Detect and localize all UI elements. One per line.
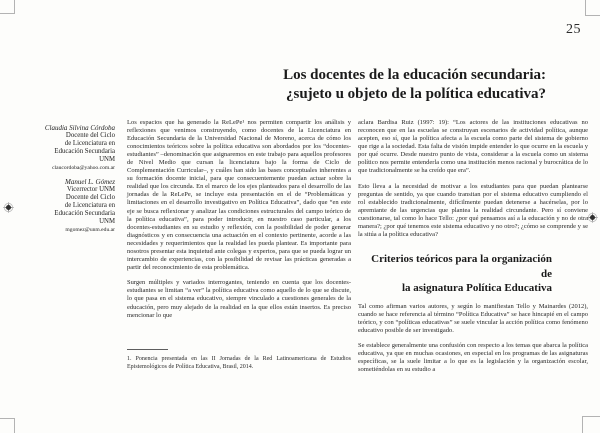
crop-mark-icon xyxy=(585,0,600,16)
author-email: claucordoba@yahoo.com.ar xyxy=(52,165,115,171)
author-role-line: de Licenciatura en xyxy=(64,140,115,147)
author-role-line: Educación Secundaria xyxy=(54,148,115,155)
registration-mark-icon xyxy=(3,202,14,213)
author-role-line: de Licenciatura en xyxy=(64,202,115,209)
crop-mark-icon xyxy=(582,416,600,433)
section-heading-line2: la asignatura Política Educativa xyxy=(401,282,552,295)
body-paragraph: Los espacios que ha generado la ReLePe¹ nos permiten compartir los análisis y reflexiones que venimos construyendo, como docentes de la Licenciatura en Educación Secundaria de la Universidad Nacional de Moreno, acerca de cómo los conocimientos teóricos sobre la política educativa son abordados por los “docentes-estudiantes” –denominación que asignaremos en este trabajo para aquellos profesores de Nivel Medio que cursan la licenciatura bajo la forma de Ciclo de Complementación Curricular–, y cuáles han sido las bases conceptuales inherentes a su formación docente inicial, para que consecuentemente puedan actuar sobre la realidad que los circunda. En el marco de los ejes planteados para el desarrollo de las jornadas de la ReLePe, se incluye esta presentación en el de “Problemáticas y limitaciones en el desarrollo investigativo en Política Educativa”, dado que “en este eje se busca reflexionar y analizar las condiciones estructurales del campo teórico de la política educativa”, para poder introducir, en nuestro caso particular, a los docentes-estudiantes en su estudio y reflexión, con la posibilidad de poder generar diagnósticos y en consecuencia una actuación en el contexto pertinente, acorde a las necesidades y requerimientos que la realidad les pueda plantear. Es importante para nosotros presentar esta inquietud ante colegas y expertos, para que se pueda lograr un intercambio de experiencias, con la posibilidad de revisar las prácticas generadas a partir del reconocimiento de esta problemática. xyxy=(127,119,351,271)
footnote-text: 1. Ponencia presentada en las II Jornadas de la Red Latinoamericana de Estudios Epistemológicos de Política Educativa, Brasil, 2014. xyxy=(127,356,351,370)
author-role-line: Docente del Ciclo xyxy=(65,194,115,201)
article-title-line2: ¿sujeto u objeto de la política educativa? xyxy=(286,86,546,102)
page-number: 25 xyxy=(566,22,581,37)
author-role-line: UNM xyxy=(99,218,115,225)
section-heading xyxy=(358,252,552,296)
left-column xyxy=(127,119,351,327)
author-role-line: Docente del Ciclo xyxy=(65,132,115,139)
article-title xyxy=(283,66,546,104)
author-name: Claudia Silvina Córdoba xyxy=(44,124,115,132)
body-paragraph: aclara Bardisa Ruiz (1997: 19): “Los actores de las instituciones educativas no reconocen que en las escuelas se construyan escenarios de actividad política, aunque acepten, eso sí, que la política afecta a la escuela como parte del sistema de gobierno que rige a la sociedad. Esta falta de visión impide entender lo que ocurre en la escuela y por qué ocurre. Desde nuestro punto de vista, considerar a la escuela como un sistema político nos permite entenderla como una institución menos racional y burocrática de lo que tradicionalmente se ha creído que era”. xyxy=(358,119,588,175)
footnote xyxy=(127,349,351,371)
body-paragraph: Esto lleva a la necesidad de motivar a los estudiantes para que puedan plantearse preguntas de sentido, ya que cuando transitan por el sistema educativo cumpliendo el rol establecido tradicionalmente, difícilmente puedan detenerse a hacérselas, por lo apremiante de las urgencias que plantea la realidad circundante. Pero sí conviene cuestionarse, tal como lo hace Tello: ¿por qué pensamos así a la educación y no de otra manera?; ¿por qué tenemos este sistema educativo y no otro?; ¿cómo se comprende y se la sitúa a la política educativa? xyxy=(358,182,588,239)
author-2 xyxy=(25,178,115,234)
author-name: Manuel L. Gómez xyxy=(65,178,115,186)
author-role-line: Educación Secundaria xyxy=(54,210,115,217)
author-role-line: UNM xyxy=(99,156,115,163)
registration-mark-icon xyxy=(587,212,598,223)
body-paragraph: Tal como afirman varios autores, y según lo manifiestan Tello y Mainardes (2012), cuando se hace referencia al término “Política Educativa” se hace hincapié en el campo teórico, y con “políticas educativas” se suele vincular la acción política como fenómeno educativo posible de ser investigado. xyxy=(358,302,588,334)
author-email: mgomez@unm.edu.ar xyxy=(65,227,115,233)
author-1 xyxy=(25,124,115,172)
crop-mark-icon xyxy=(0,0,15,14)
body-paragraph: Surgen múltiples y variados interrogantes, teniendo en cuenta que los docentes-estudiantes se limitan “a ver” la política educativa como aquello de lo que se discute, lo que pasa en el sistema educativo, siempre vinculado a cuestiones generales de la educación, pero muy alejado de la realidad en la que ellos están insertos. Es preciso mencionar lo que xyxy=(127,279,351,319)
author-block xyxy=(25,124,115,234)
footnote-rule xyxy=(127,349,168,350)
crop-mark-icon xyxy=(0,418,15,433)
section-heading-line1: Criterios teóricos para la organización de xyxy=(371,253,552,280)
author-role-line: Vicerrector UNM xyxy=(66,186,115,193)
body-paragraph: Se establece generalmente una confusión con respecto a los temas que abarca la política educativa, ya que en muchas ocasiones, en especial en los programas de las asignaturas específicas, se la suele limitar a lo que es la legislación y la organización escolar, sometiéndolas en su estudio a xyxy=(358,342,588,374)
article-title-line1: Los docentes de la educación secundaria: xyxy=(283,67,546,83)
right-column xyxy=(358,119,588,382)
